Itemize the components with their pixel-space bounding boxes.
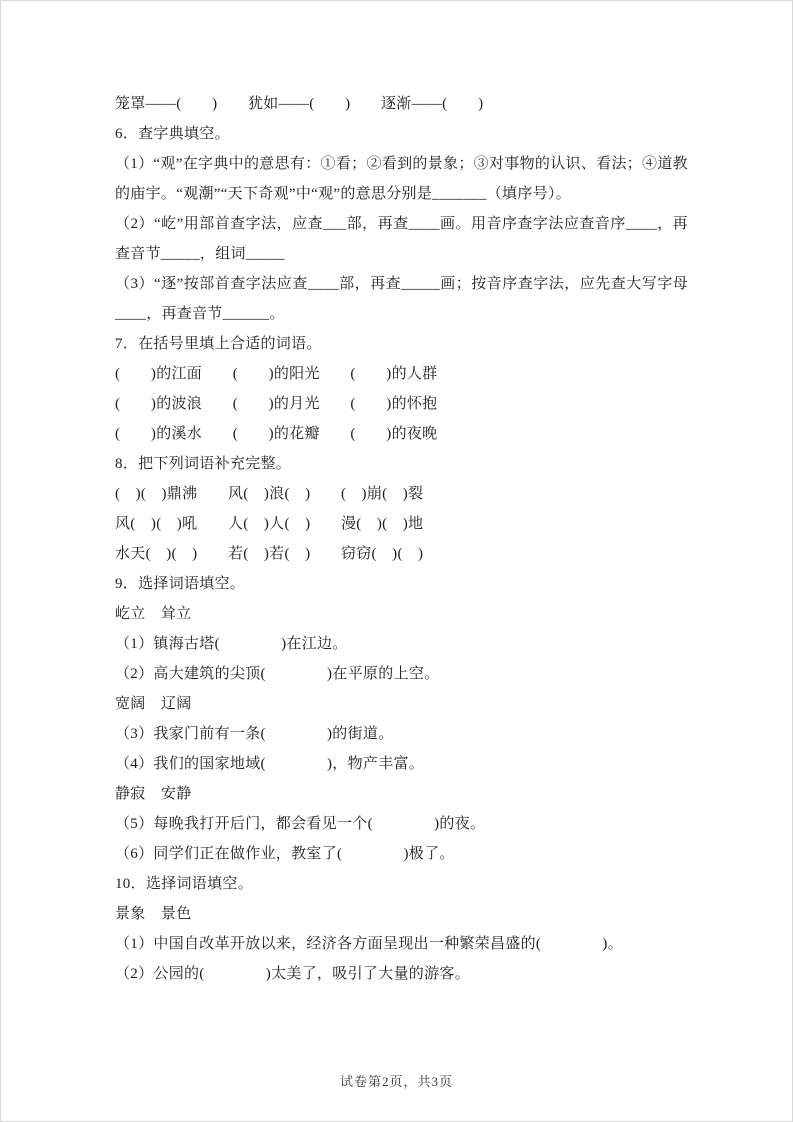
synonym-fill-line: 笼罩——( ) 犹如——( ) 逐渐——( )	[115, 96, 484, 112]
q8-row-1: ( )( )鼎沸 风( )浪( ) ( )崩( )裂	[115, 486, 424, 502]
document-content	[1, 1, 792, 989]
q9-item-6: （6）同学们正在做作业，教室了( )极了。	[115, 846, 455, 862]
q8-row-3: 水天( )( ) 若( )若( ) 窃窃( )( )	[115, 546, 424, 562]
q6-item-2: （2）“屹”用部首查字法，应查___部，再查____画。用音序查字法应查音序____，再查音节_____，组词_____	[115, 216, 688, 262]
q9-item-1: （1）镇海古塔( )在江边。	[115, 636, 348, 652]
q10-item-1: （1）中国自改革开放以来，经济各方面呈现出一种繁荣昌盛的( )。	[115, 936, 623, 952]
page-footer: 试卷第2页，共3页	[339, 1074, 453, 1089]
q6-item-1: （1）“观”在字典中的意思有：①看；②看到的景象；③对事物的认识、看法；④道教的庙宇。“观潮”“天下奇观”中“观”的意思分别是_______（填序号）。	[115, 156, 688, 202]
q6-title: 6．查字典填空。	[115, 126, 230, 142]
q7-title: 7．在括号里填上合适的词语。	[115, 336, 322, 352]
q7-row-3: ( )的溪水 ( )的花瓣 ( )的夜晚	[115, 426, 438, 442]
q9-title: 9．选择词语填空。	[115, 576, 246, 592]
q8-title: 8．把下列词语补充完整。	[115, 456, 292, 472]
q9-group-1-options: 屹立 耸立	[115, 606, 192, 622]
q9-item-4: （4）我们的国家地域( )，物产丰富。	[115, 756, 425, 772]
q7-row-1: ( )的江面 ( )的阳光 ( )的人群	[115, 366, 438, 382]
q7-row-2: ( )的波浪 ( )的月光 ( )的怀抱	[115, 396, 438, 412]
q9-item-2: （2）高大建筑的尖顶( )在平原的上空。	[115, 666, 440, 682]
q9-item-3: （3）我家门前有一条( )的街道。	[115, 726, 394, 742]
q6-item-3: （3）“逐”按部首查字法应查____部，再查_____画；按音序查字法，应先查大写字母____，再查音节______。	[115, 276, 688, 322]
q9-group-2-options: 宽阔 辽阔	[115, 696, 192, 712]
q10-options: 景象 景色	[115, 906, 192, 922]
q8-row-2: 风( )( )吼 人( )人( ) 漫( )( )地	[115, 516, 424, 532]
q9-group-3-options: 静寂 安静	[115, 786, 192, 802]
q10-item-2: （2）公园的( )太美了，吸引了大量的游客。	[115, 966, 470, 982]
q10-title: 10．选择词语填空。	[115, 876, 254, 892]
q9-item-5: （5）每晚我打开后门，都会看见一个( )的夜。	[115, 816, 486, 832]
